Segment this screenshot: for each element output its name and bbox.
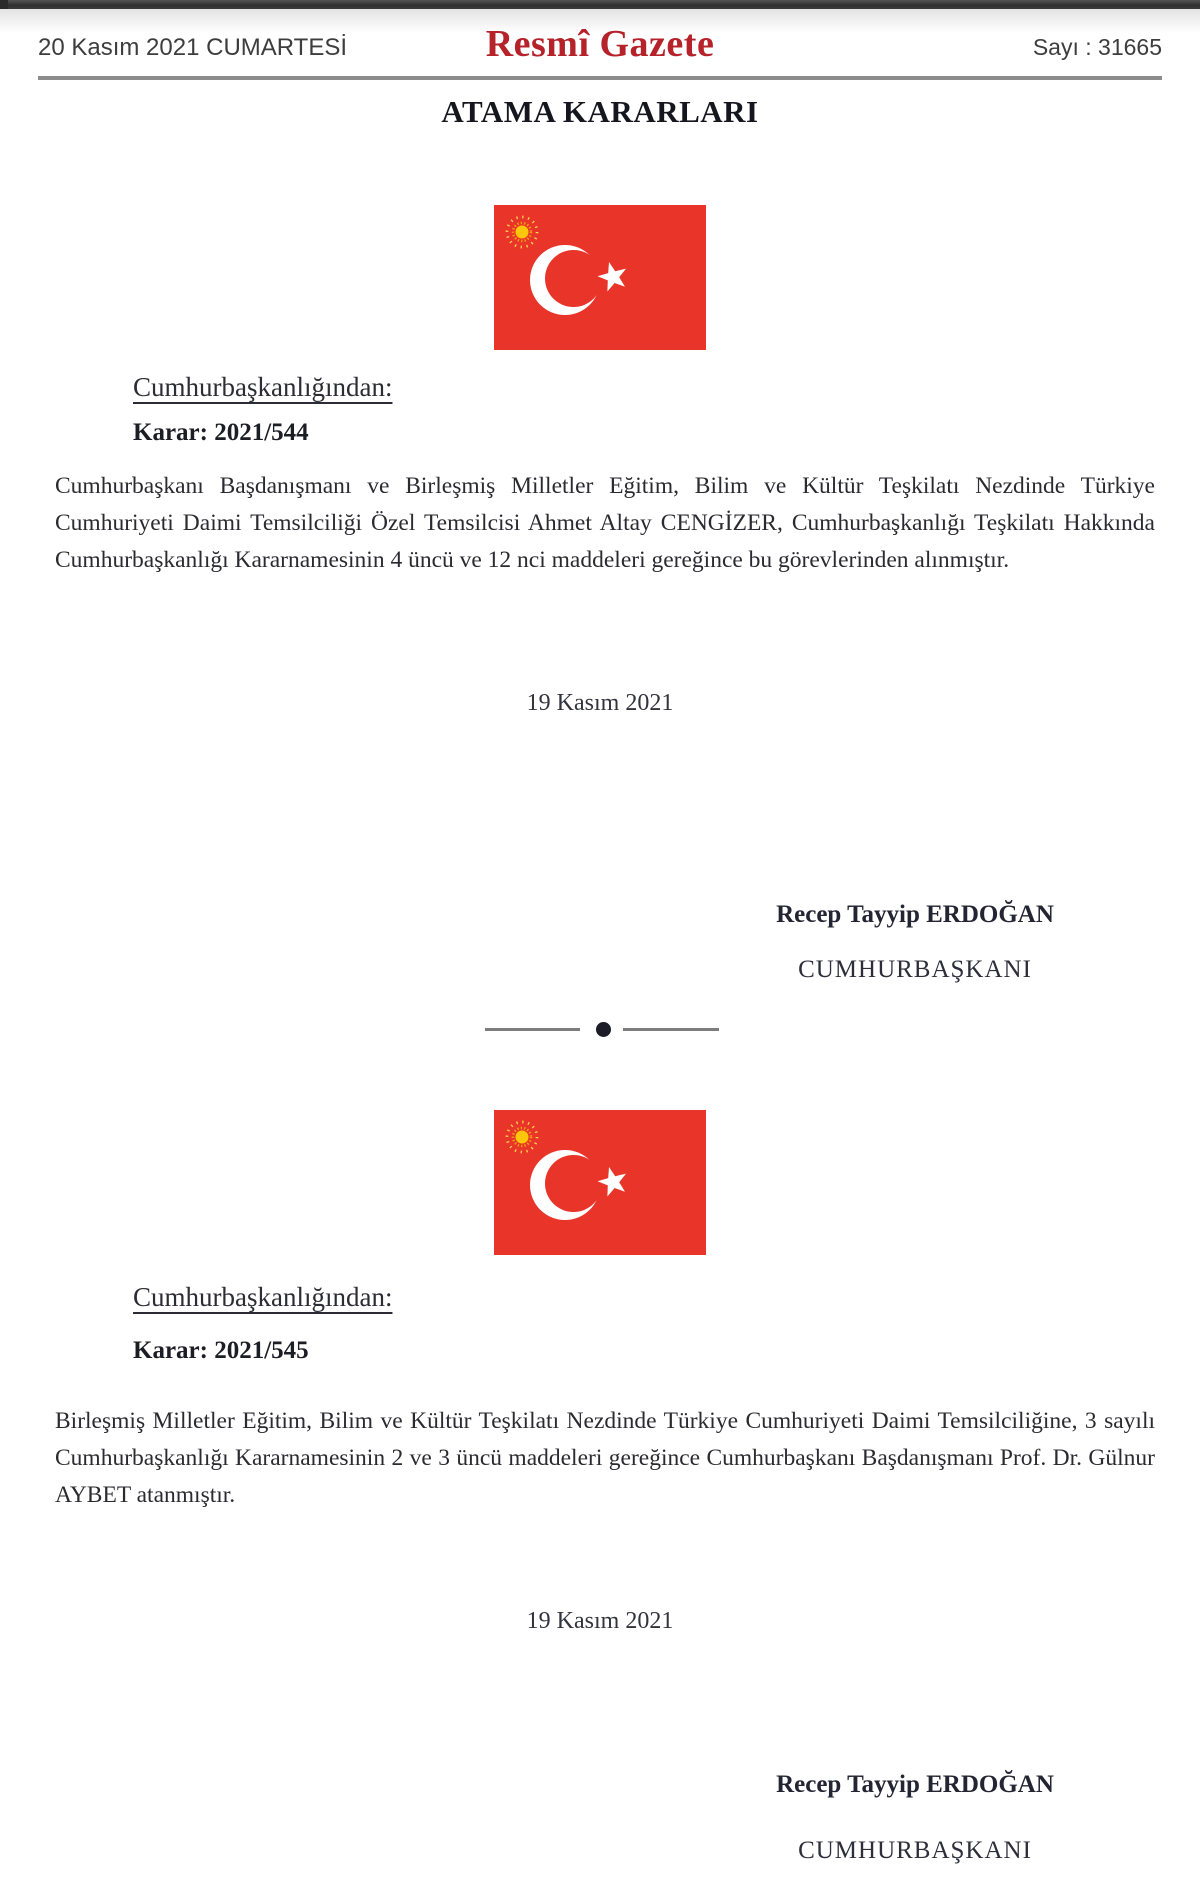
decision-number: Karar: 2021/545 — [133, 1337, 309, 1364]
authority-heading: Cumhurbaşkanlığından: — [133, 1282, 393, 1312]
gazette-title: Resmî Gazete — [485, 23, 715, 65]
divider-line-right — [623, 1028, 719, 1031]
section-divider — [0, 1019, 1200, 1039]
signature-block — [650, 1771, 1180, 1865]
turkish-presidential-flag — [494, 1110, 706, 1255]
signature-block — [650, 901, 1180, 984]
signature-title: CUMHURBAŞKANI — [798, 956, 1032, 983]
decree-date: 19 Kasım 2021 — [526, 1608, 674, 1634]
section-title: ATAMA KARARLARI — [441, 94, 759, 129]
decision-number: Karar: 2021/544 — [133, 419, 309, 446]
divider-dot-icon — [596, 1022, 611, 1037]
issue-number: Sayı : 31665 — [1032, 34, 1162, 60]
decree-body: Birleşmiş Milletler Eğitim, Bilim ve Kültür Teşkilatı Nezdinde Türkiye Cumhuriyeti Daimi Temsilciliğine, 3 sayılı Cumhurbaşkanlığı Kararnamesinin 2 ve 3 üncü maddeleri gereğince Cumhurbaşkanı Başdanışmanı Prof. Dr. Gülnur AYBET atanmıştır. — [55, 1408, 1155, 1508]
decree-body: Cumhurbaşkanı Başdanışmanı ve Birleşmiş Milletler Eğitim, Bilim ve Kültür Teşkilatı Nezdinde Türkiye Cumhuriyeti Daimi Temsilciliği Özel Temsilcisi Ahmet Altay CENGİZER, Cumhurbaşkanlığı Teşkilatı Hakkında Cumhurbaşkanlığı Kararnamesinin 4 üncü ve 12 nci maddeleri gereğince bu görevlerinden alınmıştır. — [55, 473, 1155, 573]
divider-line-left — [485, 1028, 580, 1031]
signature-name: Recep Tayyip ERDOĞAN — [776, 901, 1054, 928]
masthead-rule — [38, 76, 1162, 80]
flag-graphic — [494, 205, 706, 350]
turkish-presidential-flag — [494, 205, 706, 350]
signature-name: Recep Tayyip ERDOĞAN — [776, 1771, 1054, 1798]
signature-title: CUMHURBAŞKANI — [798, 1837, 1032, 1864]
top-bar — [0, 0, 1200, 9]
decree-date: 19 Kasım 2021 — [526, 690, 674, 716]
flag-graphic — [494, 1110, 706, 1255]
issue-date: 20 Kasım 2021 CUMARTESİ — [38, 34, 348, 61]
authority-heading: Cumhurbaşkanlığından: — [133, 372, 393, 402]
